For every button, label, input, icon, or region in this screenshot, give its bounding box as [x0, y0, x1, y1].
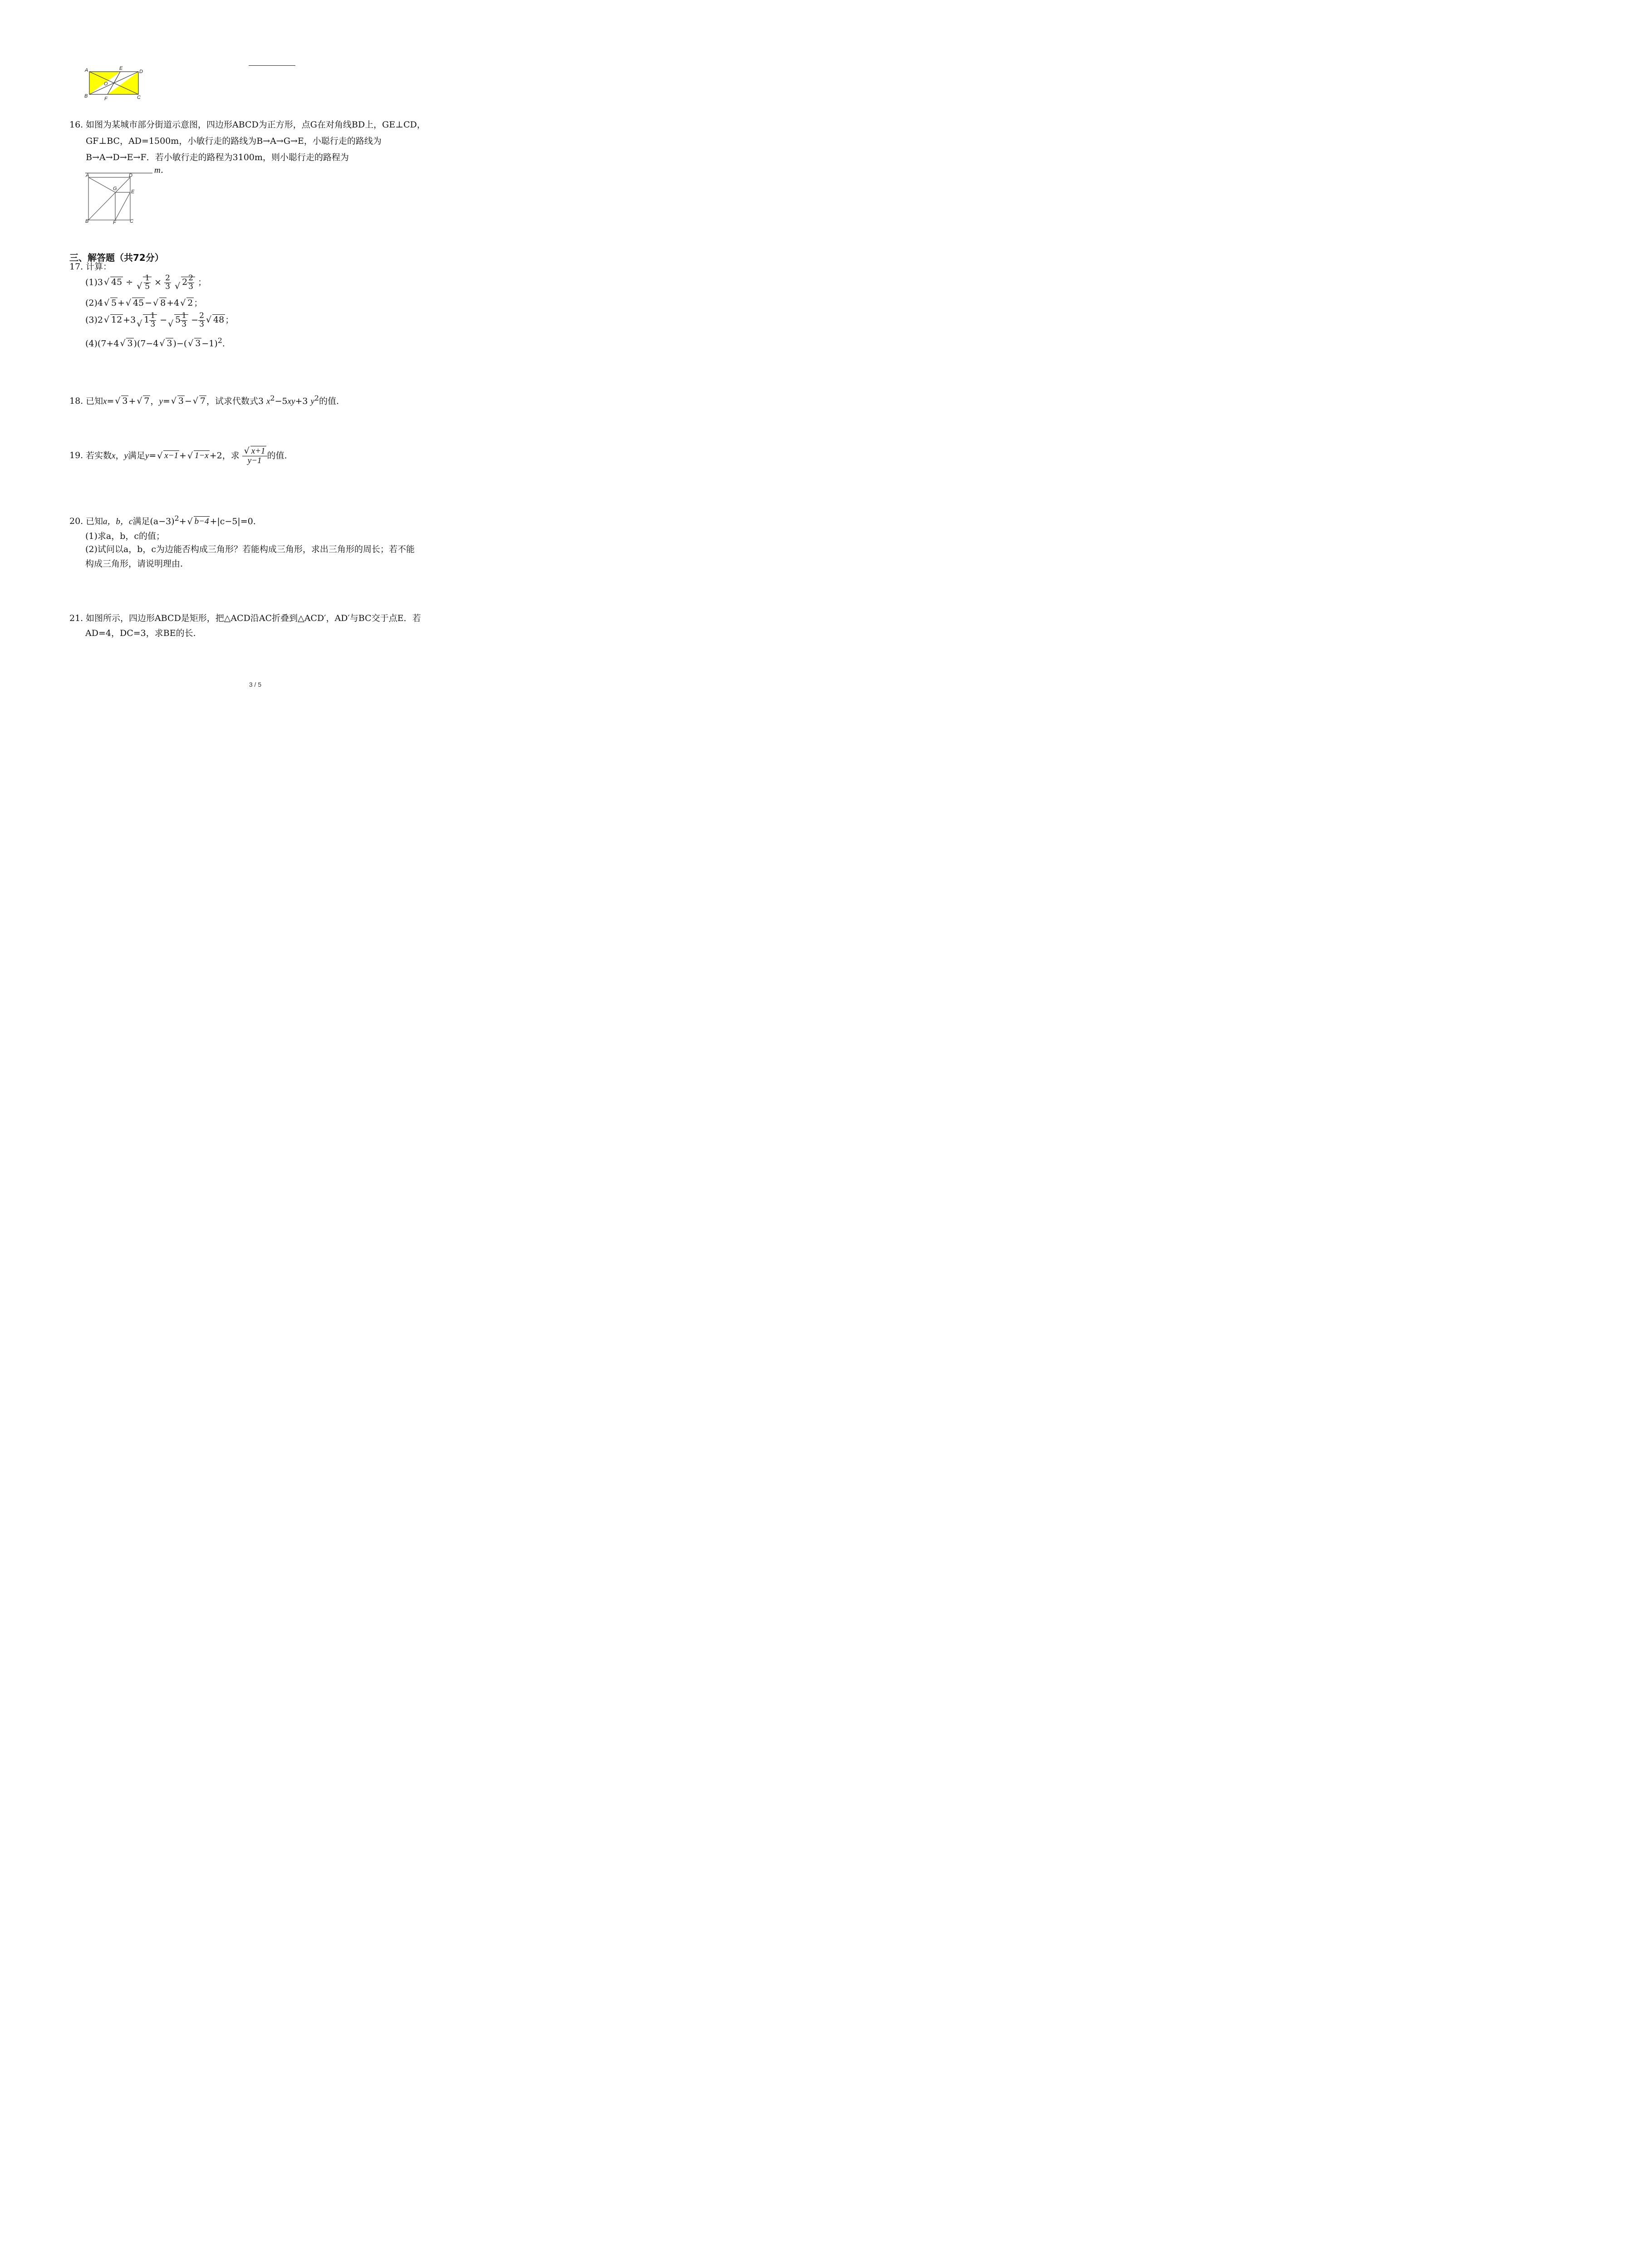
q20-number: 20.	[69, 516, 83, 527]
question-20: 20. 已知a，b，c满足$(a-3)^2+√$ b−4 +|c−5|=0.	[69, 514, 256, 527]
q16-line1: 16. 如图为某城市部分街道示意图，四边形ABCD为正方形，点G在对角线BD上，GE⊥CD，	[69, 117, 441, 133]
q15-label-a: A	[85, 68, 88, 73]
q15-label-c: C	[137, 95, 141, 100]
q21-number: 21.	[69, 613, 83, 623]
q16-unit: m．	[154, 166, 169, 175]
q17-part4: (4)(7+4√ 3 )(7−4√ 3 )−(√ 3 −1)$^2$.	[85, 336, 225, 348]
q15-label-f: F	[104, 96, 108, 102]
q16-number: 16.	[69, 120, 83, 130]
q20-part2-cont: 构成三角形，请说明理由.	[85, 559, 183, 569]
q16-label-f: F	[113, 220, 116, 225]
q16-label-b: B	[85, 219, 89, 224]
q16-label-a: A	[86, 173, 89, 178]
q17-part1: (1)3√ 45 ÷ √ $\frac{1}{5}$ × $\frac{2}{3}$ √ 2 $\frac{2}{3}$ ；	[85, 274, 206, 291]
q17-number: 17.	[69, 262, 83, 272]
q15-answer-blank[interactable]	[249, 65, 295, 66]
q16-line3: B→A→D→E→F．若小敏行走的路程为3100m，则小聪行走的路程为	[86, 152, 349, 162]
question-21: 21. 如图所示，四边形ABCD是矩形，把△ACD沿AC折叠到△ACD′，AD′与BC交于点E．若	[69, 613, 421, 623]
question-16	[69, 117, 441, 166]
q16-line2: GF⊥BC，AD=1500m，小敏行走的路线为B→A→G→E，小聪行走的路线为	[86, 136, 382, 146]
question-19: 19. 若实数x，y满足y=√ x−1 +√ 1−x +2，求 √ $\frac{x+1}{y-1}$ 的值.	[69, 447, 287, 465]
q18-number: 18.	[69, 396, 83, 406]
q16-label-c: C	[130, 219, 133, 224]
question-18: 18. 已知x=√ 3 +√ 7 ，y=√ 3 −√ 7 ，试求代数式3 $x^2-5xy+3$ $y^2$的值.	[69, 394, 339, 406]
q16-street-diagram	[83, 173, 140, 225]
q15-label-o: O	[104, 81, 108, 87]
page-number: 3 / 5	[249, 681, 262, 688]
q17-intro: 17. 计算：	[69, 262, 112, 272]
q15-label-b: B	[84, 93, 88, 99]
exam-page	[0, 0, 510, 721]
q16-label-g: G	[113, 186, 117, 191]
q20-part1: (1)求a，b，c的值；	[85, 531, 165, 541]
q16-label-e: E	[131, 189, 135, 195]
q15-rectangle-diagram	[83, 65, 147, 103]
q15-label-d: D	[139, 69, 143, 74]
section-3-heading: 三、解答题（共72分）	[69, 252, 164, 263]
q21-line2: AD=4，DC=3，求BE的长.	[85, 628, 196, 638]
q17-part2: (2)4√ 5 +√ 45 −√ 8 +4√ 2 ；	[85, 296, 202, 308]
q19-number: 19.	[69, 450, 83, 461]
q16-label-d: D	[129, 173, 132, 178]
q15-label-e: E	[119, 66, 123, 71]
q17-part3: (3)2√ 12 +3√ 1 $\frac{1}{3}$ −√ 5 $\frac{1}{3}$ − $\frac{2}{3}$ √ 48 ；	[85, 312, 234, 329]
q20-part2: (2)试问以a，b，c为边能否构成三角形？若能构成三角形，求出三角形的周长；若不能	[85, 544, 415, 554]
